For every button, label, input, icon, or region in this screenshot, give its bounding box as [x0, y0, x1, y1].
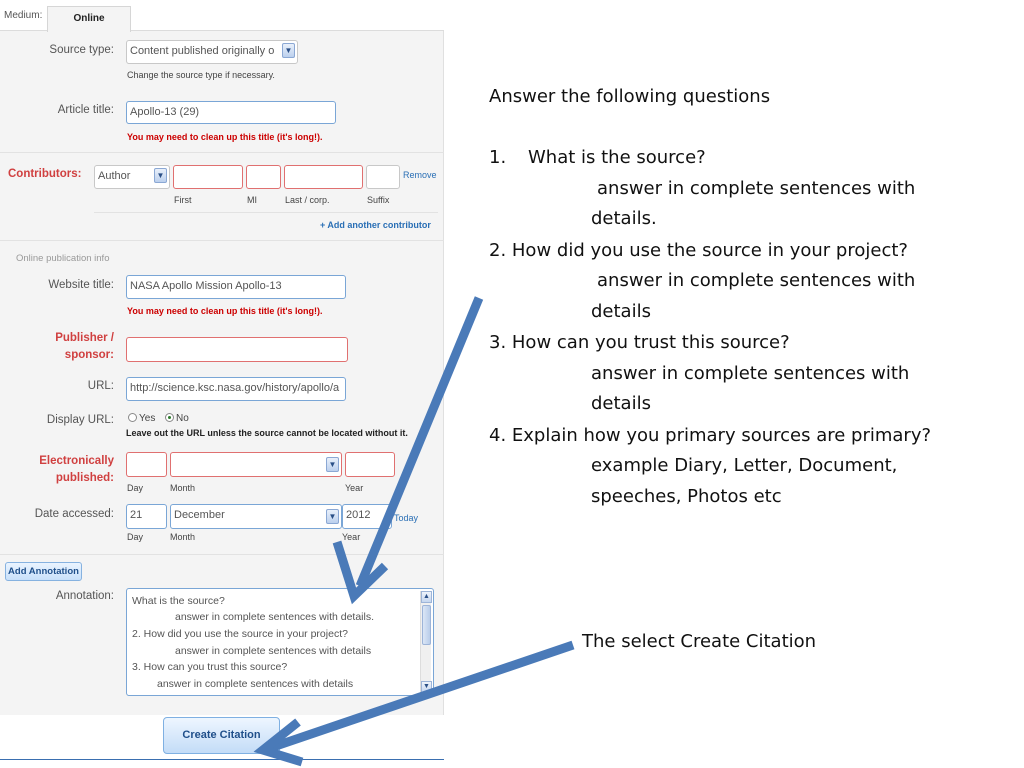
website-title-input[interactable] [126, 275, 346, 299]
question-1-answer-line1: answer in complete sentences with [597, 178, 916, 199]
chevron-down-icon: ▼ [326, 457, 339, 472]
annotation-line: 3. How can you trust this source? [132, 661, 288, 673]
url-input[interactable] [126, 377, 346, 401]
contributor-suffix-input[interactable] [366, 165, 400, 189]
accessed-month-value: December [174, 509, 225, 521]
accessed-month-select[interactable] [170, 504, 342, 529]
published-month-caption: Month [170, 483, 196, 493]
tab-online[interactable]: Online [47, 6, 131, 32]
accessed-day-value: 21 [130, 509, 143, 521]
published-year-caption: Year [345, 483, 364, 493]
display-url-no-label: No [176, 413, 189, 424]
annotation-label: Annotation: [55, 590, 114, 602]
source-type-hint: Change the source type if necessary. [127, 70, 275, 80]
source-type-value: Content published originally o [130, 45, 275, 57]
create-citation-button[interactable]: Create Citation [163, 717, 280, 754]
medium-label: Medium: [4, 10, 43, 21]
question-3-answer-line2: details [591, 393, 651, 414]
published-day-caption: Day [127, 483, 144, 493]
article-title-label: Article title: [57, 104, 114, 116]
scroll-down-icon[interactable]: ▼ [421, 681, 432, 693]
annotation-line: 2. How did you use the source in your project? [132, 628, 348, 640]
website-title-value: NASA Apollo Mission Apollo-13 [130, 280, 282, 292]
article-title-input[interactable] [126, 101, 336, 124]
radio-unselected-icon [128, 413, 137, 422]
electronically-published-label-line2: published: [55, 472, 114, 484]
contributor-first-name-input[interactable] [173, 165, 243, 189]
question-2-answer-line2: details [591, 301, 651, 322]
divider [0, 152, 444, 153]
electronically-published-label-line1: Electronically [39, 455, 114, 467]
annotation-line: What is the source? [132, 595, 225, 607]
url-value: http://science.ksc.nasa.gov/history/apollo/a [130, 382, 340, 394]
scroll-up-icon[interactable]: ▲ [421, 591, 432, 603]
first-caption: First [174, 195, 192, 205]
accessed-year-value: 2012 [346, 509, 371, 521]
display-url-label: Display URL: [46, 414, 114, 426]
published-month-select[interactable] [170, 452, 342, 477]
chevron-down-icon: ▼ [154, 168, 167, 183]
chevron-down-icon: ▼ [326, 509, 339, 524]
divider [0, 240, 444, 241]
published-day-input[interactable] [126, 452, 167, 477]
question-2: 2. How did you use the source in your project? [489, 240, 908, 261]
annotation-line: answer in complete sentences with details [175, 645, 372, 657]
instructions-heading: Answer the following questions [489, 86, 771, 107]
annotation-scrollbar[interactable] [420, 591, 431, 693]
question-3: 3. How can you trust this source? [489, 332, 790, 353]
display-url-hint: Leave out the URL unless the source cannot be located without it. [126, 428, 408, 438]
accessed-year-input[interactable] [342, 504, 392, 529]
divider [94, 212, 438, 213]
source-type-select[interactable] [126, 40, 298, 64]
question-4-example-line1: example Diary, Letter, Document, [591, 455, 898, 476]
annotation-textarea[interactable] [126, 588, 434, 696]
select-create-citation-note: The select Create Citation [582, 631, 817, 652]
question-1-answer-line2: details. [591, 208, 657, 229]
footer-divider [0, 759, 444, 760]
question-4: 4. Explain how you primary sources are primary? [489, 425, 932, 446]
contributor-role-value: Author [98, 170, 131, 182]
display-url-yes-label: Yes [139, 413, 156, 424]
radio-selected-icon [165, 413, 174, 422]
website-title-label: Website title: [48, 279, 114, 291]
annotation-line: answer in complete sentences with details. [175, 611, 375, 623]
question-2-answer-line1: answer in complete sentences with [597, 270, 916, 291]
contributor-last-name-input[interactable] [284, 165, 363, 189]
contributor-middle-initial-input[interactable] [246, 165, 281, 189]
contributor-role-select[interactable] [94, 165, 170, 189]
accessed-day-caption: Day [127, 532, 144, 542]
chevron-down-icon: ▼ [282, 43, 295, 58]
suffix-caption: Suffix [367, 195, 390, 205]
accessed-year-caption: Year [342, 532, 361, 542]
contributors-label: Contributors: [8, 168, 82, 180]
article-title-value: Apollo-13 (29) [130, 106, 200, 118]
publisher-label-line1: Publisher / [55, 332, 114, 344]
accessed-month-caption: Month [170, 532, 196, 542]
last-caption: Last / corp. [285, 195, 330, 205]
website-title-warning: You may need to clean up this title (it's long!). [127, 306, 323, 316]
publisher-label-line2: sponsor: [64, 349, 114, 361]
question-3-answer-line1: answer in complete sentences with [591, 363, 910, 384]
source-type-label: Source type: [49, 44, 114, 56]
question-1: What is the source? [528, 147, 706, 168]
today-link[interactable]: Today [394, 513, 419, 523]
display-url-yes-option[interactable] [128, 413, 155, 424]
divider [0, 554, 444, 555]
publisher-input[interactable] [126, 337, 348, 362]
accessed-day-input[interactable] [126, 504, 167, 529]
published-year-input[interactable] [345, 452, 395, 477]
online-publication-section-label: Online publication info [16, 253, 110, 264]
remove-contributor-link[interactable]: Remove [403, 170, 437, 180]
medium-tab-bar [0, 0, 444, 31]
scrollbar-thumb[interactable] [422, 605, 431, 645]
add-annotation-button[interactable]: Add Annotation [5, 562, 82, 581]
date-accessed-label: Date accessed: [34, 508, 114, 520]
question-1-number: 1. [489, 147, 507, 168]
article-title-warning: You may need to clean up this title (it's long!). [127, 132, 323, 142]
annotation-line: answer in complete sentences with details [157, 678, 354, 690]
citation-form-panel [0, 0, 444, 768]
add-contributor-link[interactable]: + Add another contributor [320, 220, 431, 230]
display-url-no-option[interactable] [165, 413, 189, 424]
question-4-example-line2: speeches, Photos etc [591, 486, 782, 507]
mi-caption: MI [247, 195, 257, 205]
url-label: URL: [87, 380, 114, 392]
